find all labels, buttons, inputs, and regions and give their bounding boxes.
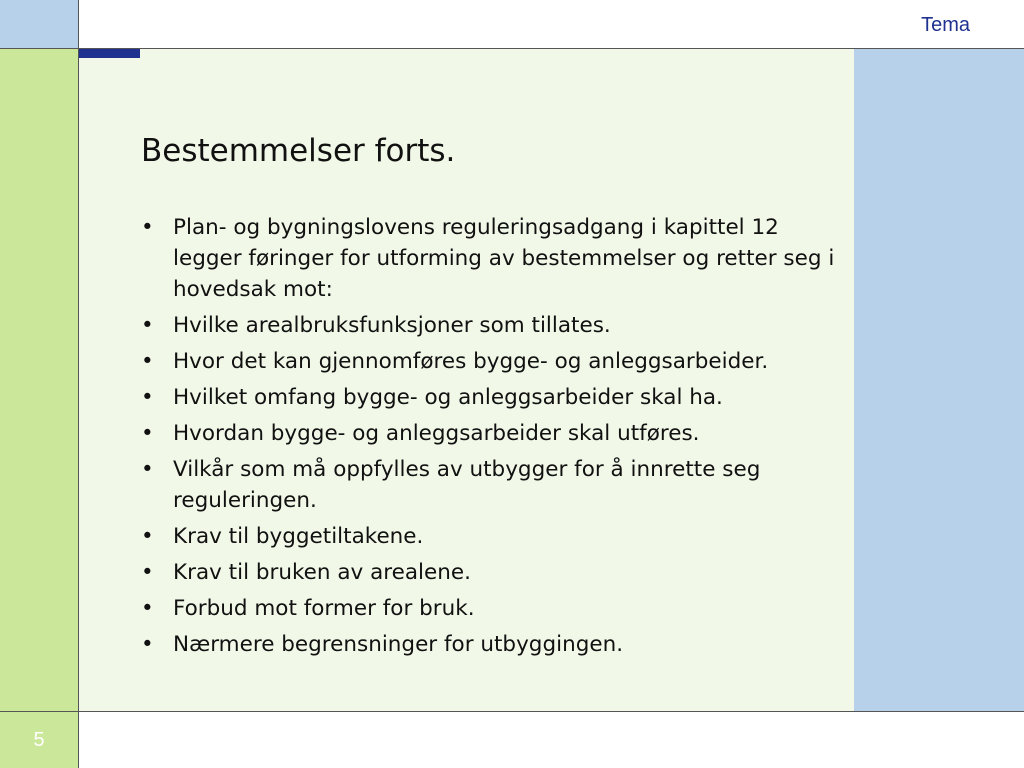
bullet-icon: • <box>141 421 154 446</box>
page-number: 5 <box>33 729 45 751</box>
list-item <box>141 212 841 305</box>
bullet-text: Hvilke arealbruksfunksjoner som tillates. <box>173 313 611 338</box>
bullet-list <box>141 212 841 665</box>
bullet-text: Hvor det kan gjennomføres bygge- og anleggsarbeider. <box>173 349 769 374</box>
left-sidebar-band <box>0 49 78 711</box>
bullet-icon: • <box>141 385 154 410</box>
list-item <box>141 418 841 449</box>
bullet-icon: • <box>141 313 154 338</box>
bullet-icon: • <box>141 560 154 585</box>
bullet-text: Forbud mot former for bruk. <box>173 596 475 621</box>
bullet-text: Nærmere begrensninger for utbyggingen. <box>173 632 624 657</box>
slide-title: Bestemmelser forts. <box>141 133 456 169</box>
bullet-text: Hvilket omfang bygge- og anleggsarbeider skal ha. <box>173 385 723 410</box>
right-sidebar-band <box>854 49 1024 711</box>
bullet-icon: • <box>141 632 154 657</box>
bullet-icon: • <box>141 524 154 549</box>
header-divider <box>0 48 1024 49</box>
bullet-text: Plan- og bygningslovens reguleringsadgang i kapittel 12 legger føringer for utforming av bestemmelser og retter seg i hovedsak mot: <box>173 215 835 302</box>
bullet-icon: • <box>141 215 154 240</box>
bullet-text: Krav til bruken av arealene. <box>173 560 471 585</box>
list-item <box>141 310 841 341</box>
accent-bar <box>79 49 140 58</box>
bullet-icon: • <box>141 457 154 482</box>
bullet-text: Krav til byggetiltakene. <box>173 524 424 549</box>
vertical-divider <box>78 0 79 768</box>
list-item <box>141 382 841 413</box>
section-label: Tema <box>921 14 970 36</box>
bullet-text: Hvordan bygge- og anleggsarbeider skal utføres. <box>173 421 700 446</box>
list-item <box>141 593 841 624</box>
list-item <box>141 454 841 516</box>
bullet-icon: • <box>141 596 154 621</box>
bullet-text: Vilkår som må oppfylles av utbygger for å innrette seg reguleringen. <box>173 457 761 513</box>
header-bar <box>79 0 1024 48</box>
bullet-icon: • <box>141 349 154 374</box>
footer-divider <box>0 711 1024 712</box>
list-item <box>141 521 841 552</box>
list-item <box>141 346 841 377</box>
list-item <box>141 557 841 588</box>
top-left-block <box>0 0 78 48</box>
list-item <box>141 629 841 660</box>
